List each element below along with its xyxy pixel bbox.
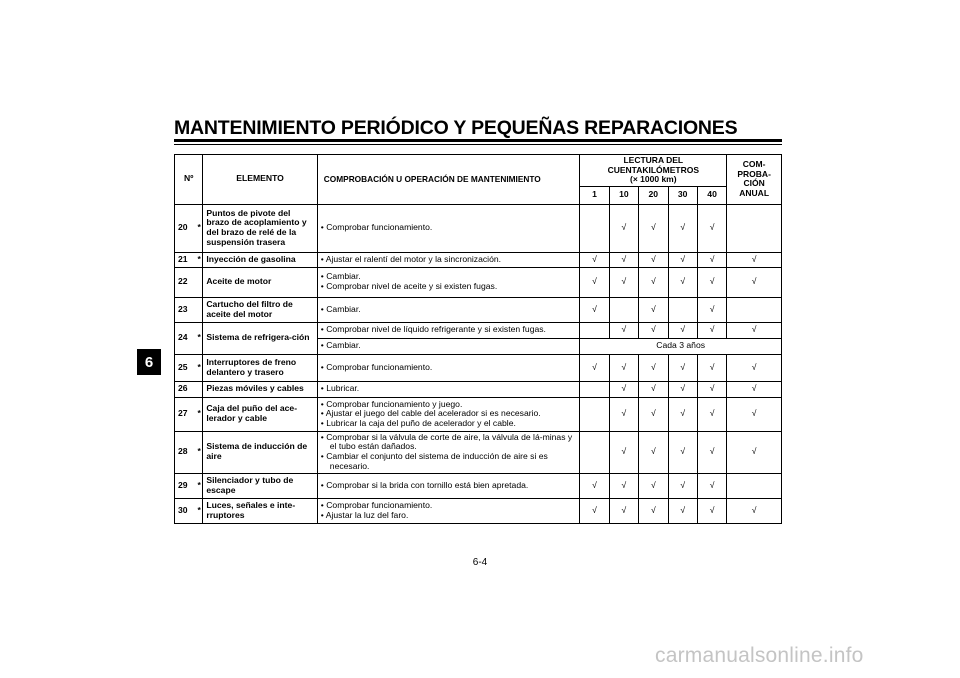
interval-check xyxy=(580,322,609,338)
interval-check: √ xyxy=(668,204,697,252)
row-operations xyxy=(317,267,580,297)
row-operations xyxy=(317,431,580,473)
interval-check: √ xyxy=(668,473,697,498)
annual-check: √ xyxy=(727,431,782,473)
interval-check: √ xyxy=(609,267,638,297)
row-operations xyxy=(317,204,580,252)
row-number: 26 xyxy=(175,381,195,397)
interval-check: √ xyxy=(697,381,726,397)
row-asterisk: * xyxy=(194,397,202,431)
row-asterisk: * xyxy=(194,204,202,252)
operation-item: • Ajustar el ralentí del motor y la sincronización. xyxy=(321,255,577,265)
interval-check: √ xyxy=(580,354,609,381)
annual-check: √ xyxy=(727,354,782,381)
interval-check: √ xyxy=(668,431,697,473)
row-element: Cartucho del filtro de aceite del motor xyxy=(203,297,317,322)
interval-check: √ xyxy=(697,252,726,267)
table-row xyxy=(175,498,782,523)
row-asterisk: * xyxy=(194,498,202,523)
annual-check: √ xyxy=(727,397,782,431)
operation-item: • Cambiar. xyxy=(321,305,577,315)
row-number: 20 xyxy=(175,204,195,252)
row-asterisk: * xyxy=(194,322,202,354)
title-rule-thick xyxy=(174,139,782,142)
row-asterisk: * xyxy=(194,431,202,473)
interval-check: √ xyxy=(639,397,668,431)
row-operations xyxy=(317,397,580,431)
interval-check: √ xyxy=(609,252,638,267)
page-title: MANTENIMIENTO PERIÓDICO Y PEQUEÑAS REPARACIONES xyxy=(174,117,738,139)
table-row xyxy=(175,431,782,473)
interval-check: √ xyxy=(639,322,668,338)
interval-check: √ xyxy=(697,267,726,297)
row-element: Sistema de inducción de aire xyxy=(203,431,317,473)
header-odometer-unit: (× 1000 km) xyxy=(630,174,677,185)
interval-check: √ xyxy=(697,431,726,473)
row-asterisk: * xyxy=(194,354,202,381)
table-row xyxy=(175,397,782,431)
interval-check: √ xyxy=(609,381,638,397)
interval-span-text: Cada 3 años xyxy=(580,338,782,354)
interval-check xyxy=(609,297,638,322)
interval-check: √ xyxy=(668,322,697,338)
annual-check: √ xyxy=(727,498,782,523)
chapter-tab: 6 xyxy=(137,349,161,375)
row-element: Puntos de pivote del brazo de acoplamiento y del brazo de relé de la suspensión trasera xyxy=(203,204,317,252)
interval-check: √ xyxy=(639,252,668,267)
row-number: 28 xyxy=(175,431,195,473)
interval-check xyxy=(668,297,697,322)
interval-check: √ xyxy=(668,498,697,523)
operation-item: • Cambiar. xyxy=(321,341,577,351)
interval-check xyxy=(580,204,609,252)
row-element: Caja del puño del ace-lerador y cable xyxy=(203,397,317,431)
interval-check: √ xyxy=(609,322,638,338)
interval-check: √ xyxy=(609,498,638,523)
row-operations xyxy=(317,252,580,267)
row-number: 29 xyxy=(175,473,195,498)
maintenance-table xyxy=(174,154,782,524)
row-operations xyxy=(317,381,580,397)
interval-check xyxy=(580,381,609,397)
header-element: ELEMENTO xyxy=(203,155,317,205)
header-km: 40 xyxy=(697,186,726,204)
table-row xyxy=(175,473,782,498)
row-asterisk xyxy=(194,297,202,322)
interval-check: √ xyxy=(609,354,638,381)
interval-check: √ xyxy=(639,498,668,523)
interval-check: √ xyxy=(580,252,609,267)
interval-check xyxy=(580,431,609,473)
annual-check xyxy=(727,473,782,498)
operation-item: • Comprobar funcionamiento. xyxy=(321,501,577,511)
interval-check: √ xyxy=(697,322,726,338)
interval-check: √ xyxy=(609,473,638,498)
interval-check: √ xyxy=(697,473,726,498)
page-number: 6-4 xyxy=(472,557,488,568)
row-number: 24 xyxy=(175,322,195,354)
table-row xyxy=(175,354,782,381)
row-operations xyxy=(317,297,580,322)
interval-check: √ xyxy=(639,297,668,322)
row-number: 27 xyxy=(175,397,195,431)
interval-check: √ xyxy=(580,267,609,297)
annual-check: √ xyxy=(727,381,782,397)
interval-check: √ xyxy=(697,204,726,252)
table-row xyxy=(175,322,782,338)
operation-item: • Comprobar si la brida con tornillo está bien apretada. xyxy=(321,481,577,491)
interval-check: √ xyxy=(580,297,609,322)
operation-item: • Comprobar nivel de aceite y si existen fugas. xyxy=(321,282,577,292)
interval-check: √ xyxy=(697,397,726,431)
interval-check: √ xyxy=(609,204,638,252)
interval-check: √ xyxy=(639,354,668,381)
interval-check: √ xyxy=(697,297,726,322)
interval-check: √ xyxy=(668,381,697,397)
table-row xyxy=(175,252,782,267)
interval-check: √ xyxy=(668,354,697,381)
annual-check: √ xyxy=(727,252,782,267)
operation-item: • Comprobar funcionamiento y juego. xyxy=(321,400,577,410)
interval-check: √ xyxy=(639,381,668,397)
row-element: Silenciador y tubo de escape xyxy=(203,473,317,498)
row-asterisk: * xyxy=(194,473,202,498)
row-element: Interruptores de freno delantero y trasero xyxy=(203,354,317,381)
operation-item: • Comprobar funcionamiento. xyxy=(321,363,577,373)
interval-check: √ xyxy=(668,252,697,267)
operation-item: • Ajustar la luz del faro. xyxy=(321,511,577,521)
operation-item: • Cambiar. xyxy=(321,272,577,282)
operation-item: • Cambiar el conjunto del sistema de inducción de aire si es necesario. xyxy=(321,452,577,471)
operation-item: • Comprobar si la válvula de corte de aire, la válvula de lá-minas y el tubo están dañados. xyxy=(321,433,577,452)
annual-check xyxy=(727,297,782,322)
title-rule-thin xyxy=(174,144,782,145)
interval-check: √ xyxy=(639,204,668,252)
row-number: 23 xyxy=(175,297,195,322)
header-km: 1 xyxy=(580,186,609,204)
row-element: Sistema de refrigera-ción xyxy=(203,322,317,354)
row-operations xyxy=(317,354,580,381)
row-operations xyxy=(317,473,580,498)
interval-check: √ xyxy=(668,397,697,431)
interval-check: √ xyxy=(697,498,726,523)
header-km: 20 xyxy=(639,186,668,204)
annual-check: √ xyxy=(727,322,782,338)
row-asterisk: * xyxy=(194,252,202,267)
table-row xyxy=(175,204,782,252)
header-odometer xyxy=(580,155,727,187)
row-operations xyxy=(317,338,580,354)
annual-check: √ xyxy=(727,267,782,297)
table-row xyxy=(175,381,782,397)
row-number: 22 xyxy=(175,267,195,297)
interval-check: √ xyxy=(639,473,668,498)
table-row xyxy=(175,267,782,297)
row-operations xyxy=(317,498,580,523)
interval-check: √ xyxy=(639,431,668,473)
header-km: 10 xyxy=(609,186,638,204)
interval-check: √ xyxy=(668,267,697,297)
row-element: Inyección de gasolina xyxy=(203,252,317,267)
row-number: 21 xyxy=(175,252,195,267)
header-no: Nº xyxy=(175,155,203,205)
interval-check: √ xyxy=(609,397,638,431)
table-body xyxy=(175,204,782,523)
operation-item: • Comprobar nivel de líquido refrigerante y si existen fugas. xyxy=(321,325,577,335)
row-element: Luces, señales e inte-rruptores xyxy=(203,498,317,523)
row-asterisk xyxy=(194,267,202,297)
operation-item: • Ajustar el juego del cable del acelerador si es necesario. xyxy=(321,409,577,419)
interval-check xyxy=(580,397,609,431)
header-odometer-label: LECTURA DEL CUENTAKILÓMETROS xyxy=(607,155,700,175)
row-element: Piezas móviles y cables xyxy=(203,381,317,397)
row-number: 30 xyxy=(175,498,195,523)
header-km: 30 xyxy=(668,186,697,204)
watermark: carmanualsonline.info xyxy=(655,644,864,667)
operation-item: • Comprobar funcionamiento. xyxy=(321,223,577,233)
header-annual: COM-PROBA-CIÓN ANUAL xyxy=(727,155,782,205)
row-number: 25 xyxy=(175,354,195,381)
interval-check: √ xyxy=(609,431,638,473)
interval-check: √ xyxy=(697,354,726,381)
operation-item: • Lubricar. xyxy=(321,384,577,394)
row-asterisk xyxy=(194,381,202,397)
interval-check: √ xyxy=(580,473,609,498)
interval-check: √ xyxy=(580,498,609,523)
table-row xyxy=(175,297,782,322)
header-operation: COMPROBACIÓN U OPERACIÓN DE MANTENIMIENTO xyxy=(317,155,580,205)
annual-check xyxy=(727,204,782,252)
interval-check: √ xyxy=(639,267,668,297)
row-operations xyxy=(317,322,580,338)
operation-item: • Lubricar la caja del puño de acelerador y el cable. xyxy=(321,419,577,429)
row-element: Aceite de motor xyxy=(203,267,317,297)
